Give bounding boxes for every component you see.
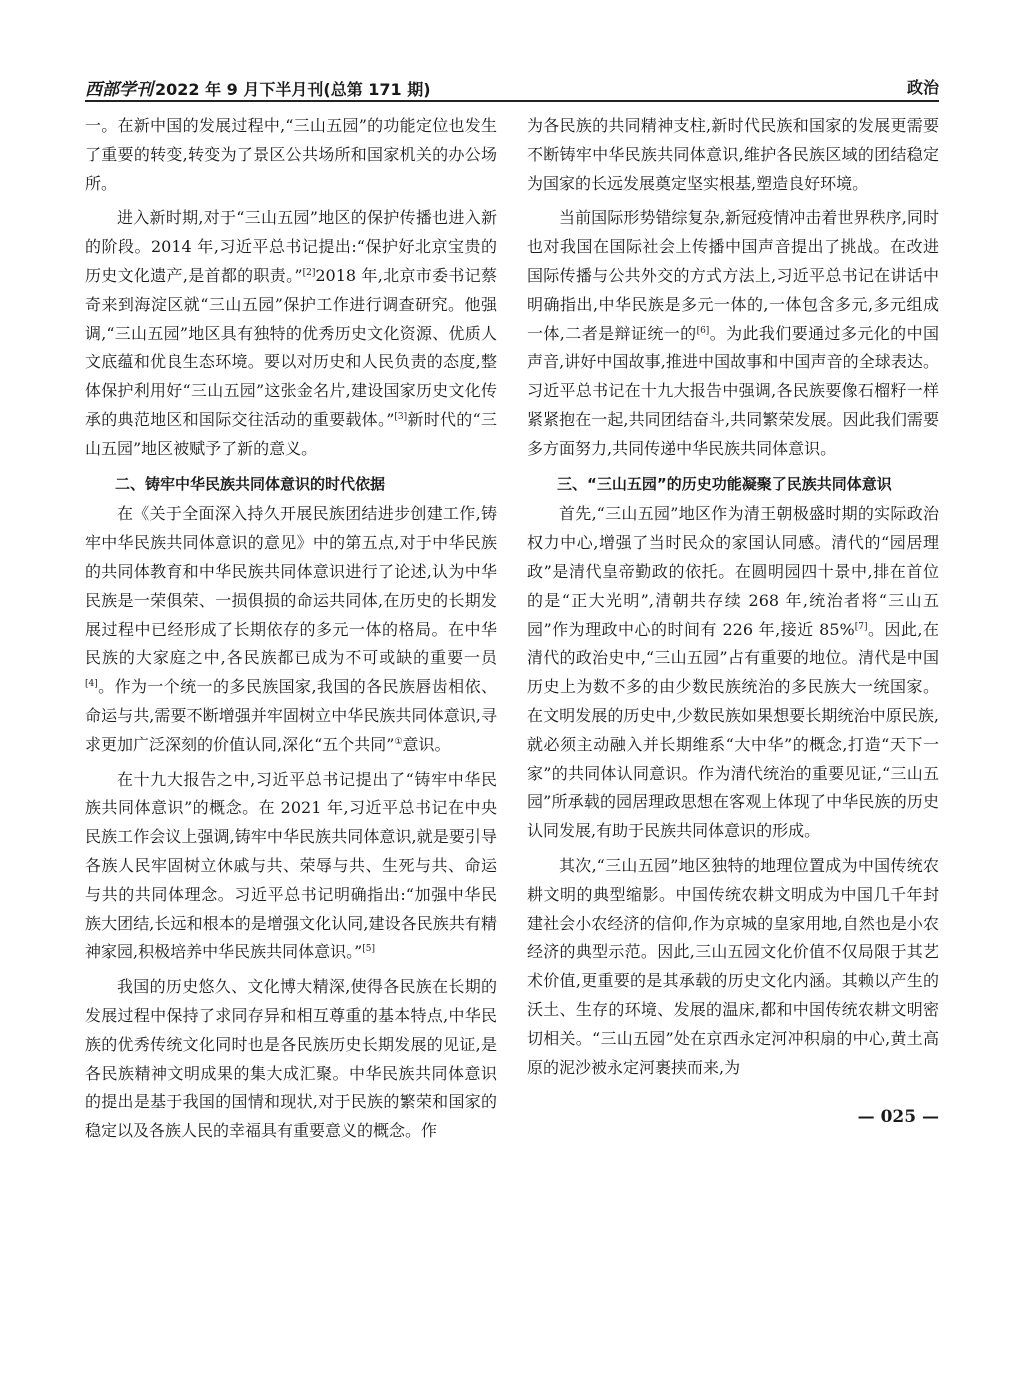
paragraph: 首先,“三山五园”地区作为清王朝极盛时期的实际政治权力中心,增强了当时民众的家国认同感。清代的“园居理政”是清代皇帝勤政的依托。在圆明园四十景中,排在首位的是“正大光明”,清朝共存续 268 年,统治者将“三山五园”作为理政中心的时间有 226 年,接近 85%[7]。因此,在清代的政治史中,“三山五园”占有重要的地位。清代是中国历史上为数不多的由少数民族统治的多民族大一统国家。在文明发展的历史中,少数民族如果想要长期统治中原民族,就必须主动融入并长期维系“大中华”的概念,打造“天下一家”的共同体认同意识。作为清代统治的重要见证,“三山五园”所承载的园居理政思想在客观上体现了中华民族的历史认同发展,有助于民族共同体意识的形成。 xyxy=(527,504,939,841)
paragraph: 其次,“三山五园”地区独特的地理位置成为中国传统农耕文明的典型缩影。中国传统农耕文明成为中国几千年封建社会小农经济的信仰,作为京城的皇家用地,自然也是小农经济的典型示范。因此,三山五园文化价值不仅局限于其艺术价值,更重要的是其承载的历史文化内涵。其赖以产生的沃土、生存的环境、发展的温床,都和中国传统农耕文明密切相关。“三山五园”处在京西永定河冲积扇的中心,黄土高原的泥沙被永定河裹挟而来,为 xyxy=(527,855,939,1077)
citation: [2] xyxy=(302,267,316,278)
paragraph: 一。在新中国的发展过程中,“三山五园”的功能定位也发生了重要的转变,转变为了景区公共场所和国家机关的办公场所。 xyxy=(85,116,497,193)
citation: [5] xyxy=(362,944,376,955)
paragraph: 在《关于全面深入持久开展民族团结进步创建工作,铸牢中华民族共同体意识的意见》中的第五点,对于中华民族的共同体教育和中华民族共同体意识进行了论述,认为中华民族是一荣俱荣、一损俱损的命运共同体,在历史的长期发展过程中已经形成了长期依存的多元一体的格局。在中华民族的大家庭之中,各民族都已成为不可或缺的重要一员[4]。作为一个统一的多民族国家,我国的各民族唇齿相依、命运与共,需要不断增强并牢固树立中华民族共同体意识,寻求更加广泛深刻的价值认同,深化“五个共同”①意识。 xyxy=(85,504,497,754)
footnote-marker: ① xyxy=(394,736,403,747)
header-rule xyxy=(85,100,939,102)
page-number: — 025 — xyxy=(857,1107,939,1127)
paragraph: 进入新时期,对于“三山五园”地区的保护传播也进入新的阶段。2014 年,习近平总书记提出:“保护好北京宝贵的历史文化遗产,是首都的职责。”[2]2018 年,北京市委书记蔡奇来到海淀区就“三山五园”保护工作进行调查研究。他强调,“三山五园”地区具有独特的优秀历史文化资源、优质人文底蕴和优良生态环境。要以对历史和人民负责的态度,整体保护利用好“三山五园”这张金名片,建设国家历史文化传承的典范地区和国际交往活动的重要载体。”[3]新时代的“三山五园”地区被赋予了新的意义。 xyxy=(85,208,497,458)
journal-logo: 西部学刊 xyxy=(85,80,153,100)
right-column xyxy=(527,112,939,1088)
citation: [4] xyxy=(85,679,98,690)
citation: [6] xyxy=(696,325,710,336)
paragraph: 为各民族的共同精神支柱,新时代民族和国家的发展更需要不断铸牢中华民族共同体意识,维护各民族区域的团结稳定为国家的长远发展奠定坚实根基,塑造良好环境。 xyxy=(527,116,939,193)
section-heading: 二、铸牢中华民族共同体意识的时代依据 xyxy=(115,474,386,493)
citation: [7] xyxy=(854,621,868,632)
paragraph: 当前国际形势错综复杂,新冠疫情冲击着世界秩序,同时也对我国在国际社会上传播中国声音提出了挑战。在改进国际传播与公共外交的方式方法上,习近平总书记在讲话中明确指出,中华民族是多元一体的,一体包含多元,多元组成一体,二者是辩证统一的[6]。为此我们要通过多元化的中国声音,讲好中国故事,推进中国故事和中国声音的全球表达。习近平总书记在十九大报告中强调,各民族要像石榴籽一样紧紧抱在一起,共同团结奋斗,共同繁荣发展。因此我们需要多方面努力,共同传递中华民族共同体意识。 xyxy=(527,208,939,458)
page-header xyxy=(85,75,939,105)
section-name: 政治 xyxy=(906,78,939,97)
paragraph: 我国的历史悠久、文化博大精深,使得各民族在长期的发展过程中保持了求同存异和相互尊重的基本特点,中华民族的优秀传统文化同时也是各民族历史长期发展的见证,是各民族精神文明成果的集大成汇聚。中华民族共同体意识的提出是基于我国的国情和现状,对于民族的繁荣和国家的稳定以及各族人民的幸福具有重要意义的概念。作 xyxy=(85,977,497,1141)
left-column xyxy=(85,112,497,1152)
journal-title xyxy=(85,75,431,100)
issue-info: 2022 年 9 月下半月刊(总第 171 期) xyxy=(155,80,431,99)
citation: [3] xyxy=(394,411,408,422)
paragraph: 在十九大报告之中,习近平总书记提出了“铸牢中华民族共同体意识”的概念。在 2021 年,习近平总书记在中央民族工作会议上强调,铸牢中华民族共同体意识,就是要引导各族人民牢固树立休戚与共、荣辱与共、生死与共、命运与共的共同体理念。习近平总书记明确指出:“加强中华民族大团结,长远和根本的是增强文化认同,建设各民族共有精神家园,积极培养中华民族共同体意识。”[5] xyxy=(85,769,497,962)
section-heading: 三、“三山五园”的历史功能凝聚了民族共同体意识 xyxy=(557,474,892,493)
